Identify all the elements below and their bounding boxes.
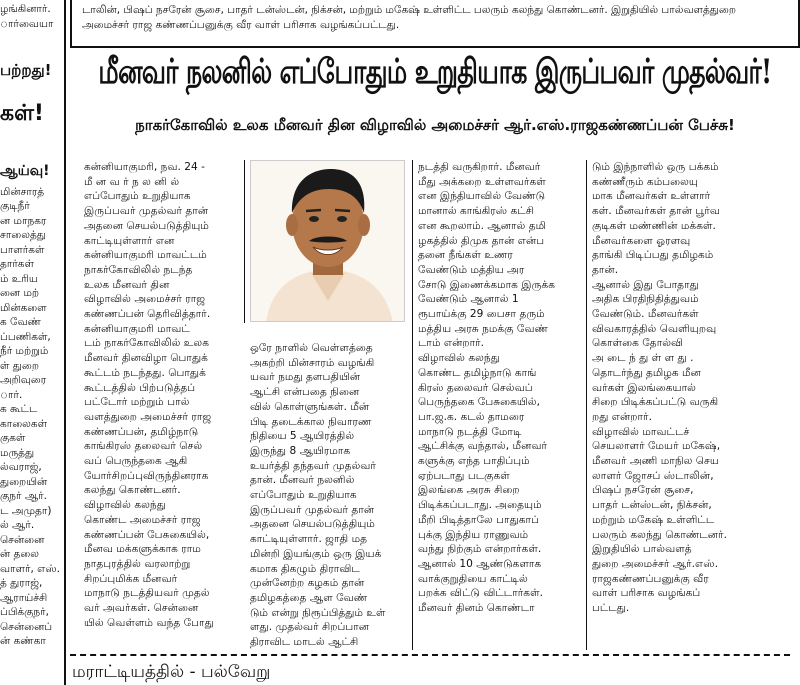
left-strip-line: தார்கள் xyxy=(0,258,35,270)
article-text-line: ஆனால் இது போதாது xyxy=(592,278,699,291)
headline: மீனவர் நலனில் எப்போதும் உறுதியாக இருப்பவர் முதல்வர்! xyxy=(98,52,772,92)
article-text-line: துறை அமைச்சர் ஆர்.எஸ். xyxy=(592,557,719,570)
article-text-line: கூட்டம் நடந்தது. பொதுக் xyxy=(84,366,206,379)
article-text-line: எப்போதும் உறுதியாக xyxy=(84,190,191,203)
article-text-line: டும் என்று நிரூப்பித்தும் உள் xyxy=(250,606,386,619)
article-text-line: மீனவர் அணி மாநில செய xyxy=(592,455,719,468)
article-text-line: அதனை செயல்படுத்தியும் xyxy=(84,219,209,232)
article-text-line: காங்கிரஸ் தலைவர் செல் xyxy=(84,440,203,453)
left-strip-line: கள்! xyxy=(0,100,44,126)
next-article-teaser: மராட்டியத்தில் - பல்வேறு xyxy=(72,662,271,682)
article-text-line: ரூபாய்க்கு 29 பைசா தரும் xyxy=(418,308,545,321)
left-strip-line: பாளர்கள் xyxy=(0,243,45,256)
article-text-line: தமிழகத்தை ஆள வேண் xyxy=(250,591,368,604)
left-strip-line: க வேண் xyxy=(0,316,41,328)
article-text-line: வேண்டும் ஆனால் 1 xyxy=(418,293,519,306)
article-text-line: ஏற்படாது படகுகள் xyxy=(418,469,510,482)
article-text-line: வாள் பரிசாக வழங்கப் xyxy=(592,587,701,600)
left-strip-line: துறையின் xyxy=(0,475,48,488)
article-text-line: பறக்க விட்டு விட்டார்கள். xyxy=(418,587,544,600)
article-text-line: அ டை ந் து ள் ள து . xyxy=(592,352,694,365)
article-text-line: தான். xyxy=(592,263,619,276)
article-text-line: வேண்டும். மீனவர்கள் xyxy=(592,308,699,321)
article-text-line: பட்டோர் மற்றும் பால் xyxy=(84,396,190,409)
previous-article-line-2: அமைச்சர் ராஜ கண்ணப்பனுக்கு வீர வாள் பரிசாக வழங்கப்பட்டது. xyxy=(82,19,400,31)
article-text-line: கொள்கை தோல்வி xyxy=(592,337,684,350)
left-strip-line: ள் துறை xyxy=(0,359,40,372)
article-text-line: வில் கொள்ளுங்கள். மீன் xyxy=(250,400,370,413)
left-strip-line: சென்னை xyxy=(0,533,45,546)
article-text-line: ஆட்சி என்பதை நினை xyxy=(250,386,360,399)
article-text-line: மீனவ மக்களுக்காக ராம xyxy=(84,543,201,556)
left-strip-line: வாளர், எஸ். xyxy=(0,562,60,575)
article-text-line: களுக்கு எந்த பாதிப்பும் xyxy=(418,455,530,468)
article-text-line: மாநாடு நடத்தியவர் முதல் xyxy=(84,587,210,600)
left-strip-line: ட அமுதா) xyxy=(0,504,52,517)
article-text-line: பிடி தடைக்கால நிவாரண xyxy=(250,415,372,428)
article-text-line: லாளர் ஜோசப் ஸ்டாலின், xyxy=(592,469,714,482)
article-text-line: வந்து நிற்கும் என்றார்கள். xyxy=(418,543,542,556)
left-strip-line: குடிநீர் xyxy=(0,200,30,212)
left-strip-line: ார்வையா xyxy=(0,17,54,30)
left-strip-line: க கூட்ட xyxy=(0,403,38,415)
article-text-line: கண்ணீரும் கம்பலையு xyxy=(592,175,699,188)
article-column-2 xyxy=(250,341,408,650)
left-strip-line: ப்பிக்குநர், xyxy=(0,606,49,618)
article-text-line: மின்றி இயங்கும் ஒரு இயக் xyxy=(250,547,382,560)
article-text-line: நாகர்கோவிலில் நடந்த xyxy=(84,263,193,276)
article-text-line: எப்போதும் உறுதியாக xyxy=(250,489,357,502)
article-text-line: கிரஸ் தலைவர் செல்வப் xyxy=(418,381,533,394)
article-text-line: கொண்ட தமிழ்நாடு காங் xyxy=(418,366,537,379)
article-text-line: பலரும் கலந்து கொண்டனர். xyxy=(592,528,727,541)
article-text-line: ராஜகண்ணப்பனுக்கு வீர xyxy=(592,572,709,585)
article-text-line: வாக்குறுதியை காட்டில் xyxy=(418,572,528,585)
article-text-line: நிதியை 5 ஆயிரத்தில் xyxy=(250,430,355,443)
article-text-line: விவகாரத்தில் வெளியுறவு xyxy=(592,322,717,335)
article-text-line: கன்னியாகுமரி, நவ. 24 - xyxy=(84,161,205,173)
article-text-line: புக்கு இந்திய ராணுவம் xyxy=(418,528,529,541)
article-text-line: டம் நாகர்கோவிலில் உலக xyxy=(84,337,209,350)
article-text-line: தொடர்ந்து தமிழக மீன xyxy=(592,366,701,379)
article-text-line: என இந்தியாவில் வேண்டு xyxy=(418,190,546,203)
article-text-line: நாதபுரத்தில் வரலாற்று xyxy=(84,557,191,570)
left-strip-line: பற்றது! xyxy=(0,61,52,79)
article-text-line: விழாவில் கலந்து xyxy=(84,499,166,512)
article-text-line: பாதர் டன்ஸ்டன், நிக்சன், xyxy=(592,499,712,512)
article-text-line: பிஷப் நசரேன் சூசை, xyxy=(592,484,694,497)
article-text-line: பா.ஜ.க. கடல் தாமரை xyxy=(418,410,525,423)
article-text-line: கண்ணப்பன் பேசுகையில், xyxy=(84,528,210,541)
article-text-line: விழாவில் அமைச்சர் ராஜ xyxy=(84,293,206,306)
article-text-line: வர் அவர்கள். சென்னை xyxy=(84,602,199,615)
left-strip-line: மின்களை xyxy=(0,301,47,314)
bottom-dashed-rule xyxy=(70,654,790,656)
article-text-line: மீனவர்களை ஓரளவு xyxy=(592,234,691,247)
left-strip-line: ல் ஆர். xyxy=(0,519,35,531)
article-column-4 xyxy=(592,160,758,616)
article-text-line: முன்னேற்ற கழகம் தான் xyxy=(250,577,365,590)
article-text-line: இருப்பவர் முதல்வர் தான் xyxy=(250,503,375,516)
article-text-line: உயர்த்தி தந்தவர் முதல்வர் xyxy=(250,459,376,472)
left-strip-line: அறிவுரை xyxy=(0,374,47,386)
article-text-line: பட்டது. xyxy=(592,602,630,615)
minister-photo xyxy=(250,160,405,322)
left-strip-line: குகள் xyxy=(0,432,26,444)
left-strip-line: ன் தலை xyxy=(0,548,40,560)
article-text-line: விழாவில் கலந்து xyxy=(418,352,500,365)
article-text-line: கன்னியாகுமரி மாவட்டம் xyxy=(84,249,207,262)
left-strip-line: ன மாநகர xyxy=(0,214,47,227)
article-column-3 xyxy=(418,160,582,616)
left-strip-line: ம் உரிய xyxy=(0,272,38,285)
article-text-line: அதிக பிரதிநிதித்துவம் xyxy=(592,293,699,306)
article-column-1 xyxy=(84,160,244,631)
article-text-line: கண்ணப்பன், தமிழ்நாடு xyxy=(84,425,199,438)
article-text-line: ளது. முதல்வர் சிறப்பான xyxy=(250,621,370,634)
left-strip-line: மின்சாரத் xyxy=(0,185,45,198)
article-text-line: தனை நீங்கள் உணர xyxy=(418,249,513,262)
article-text-line: உலக மீனவர் தின xyxy=(84,278,170,291)
article-text-line: கன்னியாகுமரி மாவட் xyxy=(84,322,190,335)
left-strip-line: ஆய்வு! xyxy=(0,162,50,179)
article-text-line: சிறை பிடிக்கப்பட்டு வருகி xyxy=(592,396,719,409)
article-text-line: ழகத்தில் திமுக தான் என்ப xyxy=(418,234,545,247)
article-text-line: நடத்தி வருகிறார். மீனவர் xyxy=(418,161,541,173)
article-text-line: மாநாடு நடத்தி மோடி xyxy=(418,425,522,438)
article-text-line: வப் பெருந்தகை ஆகி xyxy=(84,455,188,468)
left-strip-line: ல்வராஜ், xyxy=(0,461,42,473)
article-text-line: கள். மீனவர்கள் தான் பூர்வ xyxy=(592,205,720,218)
article-text-line: யோர்சிறப்புவிருந்தினராக xyxy=(84,469,209,482)
article-text-line: வேண்டும் மத்திய அர xyxy=(418,263,525,276)
article-text-line: மீது அக்கறை உள்ளவர்கள் xyxy=(418,175,546,188)
article-text-line: என கூறலாம். ஆனால் தமி xyxy=(418,219,547,232)
article-text-line: மீறி பிடித்தாலே பாதுகாப் xyxy=(418,513,539,526)
article-text-line: டாம் என்றார். xyxy=(418,337,485,350)
article-text-line: அதனை செயல்படுத்தியும் xyxy=(250,518,375,531)
article-text-line: மீனவர் தினம் கொண்டா xyxy=(418,602,535,615)
left-strip-line: சாலைத்து xyxy=(0,229,46,241)
article-text-line: கொண்ட அமைச்சர் ராஜ xyxy=(84,513,201,526)
subheadline: நாகர்கோவில் உலக மீனவர் தின விழாவில் அமைச்சர் ஆர்.எஸ்.ராஜகண்ணப்பன் பேச்சு! xyxy=(135,116,735,134)
person-photo-icon xyxy=(251,161,405,322)
article-text-line: யில் வெள்ளம் வந்த போது xyxy=(84,616,214,629)
article-text-line: காட்டியுள்ளார் என xyxy=(84,234,175,247)
article-text-line: யவர் நமது தளபதியின் xyxy=(250,371,361,384)
left-article-strip xyxy=(0,0,62,685)
article-text-line: மற்றும் மகேஷ் உள்ளிட்ட xyxy=(592,513,715,526)
previous-article-line-1: டாலின், பிஷப் நசரேன் சூசை, பாதர் டன்ஸ்டன், நிக்சன், மற்றும் மகேஷ் உள்ளிட்ட பலரும் கலந்து கொண்டனர். இறுதியில் பால்வளத்துறை xyxy=(82,4,736,16)
article-text-line: மீனவர் தினவிழா பொதுக் xyxy=(84,352,208,365)
article-text-line: தான். மீனவர் நலனில் xyxy=(250,474,355,487)
article-text-line: தாங்கி பிடிப்பது தமிழகம் xyxy=(592,249,714,262)
article-text-line: கலந்து கொண்டனர். xyxy=(84,484,181,497)
left-strip-line: ார். xyxy=(0,388,23,401)
left-strip-line: குநர் ஆர். xyxy=(0,490,47,502)
left-strip-line: ஆராய்ச்சி xyxy=(0,591,48,604)
article-text-line: ஒரே நாளில் வெள்ளத்தை xyxy=(250,342,373,354)
article-text-line: இருந்து 8 ஆயிரமாக xyxy=(250,444,351,457)
column-divider xyxy=(412,160,413,650)
article-text-line: மத்திய அரசு நமக்கு வேண் xyxy=(418,322,549,335)
left-strip-line: த் துராஜ், xyxy=(0,577,43,589)
article-text-line: வர்கள் இலங்கையால் xyxy=(592,381,696,394)
article-text-line: பெருந்தகை பேசுகையில், xyxy=(418,396,540,409)
left-strip-line: னை மற் xyxy=(0,287,40,299)
left-strip-line: ன் கண்கா xyxy=(0,635,46,647)
left-strip-line: சென்னைப் xyxy=(0,620,53,633)
article-text-line: சோடு இணைக்கமாக இருக்க xyxy=(418,278,555,291)
article-text-line: டும் இந்நாளில் ஒரு பக்கம் xyxy=(592,161,719,173)
article-text-line: விழாவில் மாவட்டச் xyxy=(592,425,690,438)
column-divider xyxy=(586,160,587,650)
article-text-line: மீ ன வ ர் ந ல னி ல் xyxy=(84,175,180,188)
article-text-line: ஆனால் 10 ஆண்டுகளாக xyxy=(418,557,542,570)
left-strip-line: காலைகள் xyxy=(0,417,48,430)
column-divider xyxy=(244,160,245,323)
article-text-line: செயலாளர் மேயர் மகேஷ், xyxy=(592,440,721,453)
article-text-line: இருப்பவர் முதல்வர் தான் xyxy=(84,205,209,218)
left-column-divider xyxy=(64,0,66,685)
left-strip-line: ப்பணிகள், xyxy=(0,330,51,343)
left-strip-line: மருத்து xyxy=(0,446,35,459)
article-text-line: பிடிக்கப்படாது. அதையும் xyxy=(418,499,542,512)
article-text-line: கண்ணப்பன் தெரிவித்தார். xyxy=(84,308,211,321)
left-strip-line: ழங்கினார். xyxy=(0,3,51,15)
article-text-line: மானால் காங்கிரஸ் கட்சி xyxy=(418,205,535,218)
article-text-line: கூட்டத்தில் பிற்படுத்தப் xyxy=(84,381,196,394)
previous-article-box xyxy=(70,0,800,48)
article-text-line: மாக மீனவர்கள் உள்ளார் xyxy=(592,190,711,203)
article-text-line: இலங்கை அரசு சிறை xyxy=(418,484,520,497)
article-text-line: காட்டியுள்ளார். ஜாதி மத xyxy=(250,533,368,546)
article-text-line: அகற்றி மின்சாரம் வழங்கி xyxy=(250,356,375,369)
article-text-line: கமாக திகழும் திராவிட xyxy=(250,562,360,575)
article-text-line: குடிகள் மண்ணின் மக்கள். xyxy=(592,219,716,232)
article-text-line: இறுதியில் பால்வளத் xyxy=(592,543,692,556)
left-strip-line: நீர் மற்றும் xyxy=(0,345,49,357)
article-text-line: சிறப்புமிக்க மீனவர் xyxy=(84,572,178,585)
article-text-line: றது என்றார். xyxy=(592,410,652,423)
article-text-line: ஆட்சிக்கு வந்தால், மீனவர் xyxy=(418,440,548,453)
article-text-line: திராவிட மாடல் ஆட்சி xyxy=(250,636,359,649)
article-text-line: வளத்துறை அமைச்சர் ராஜ xyxy=(84,410,212,423)
